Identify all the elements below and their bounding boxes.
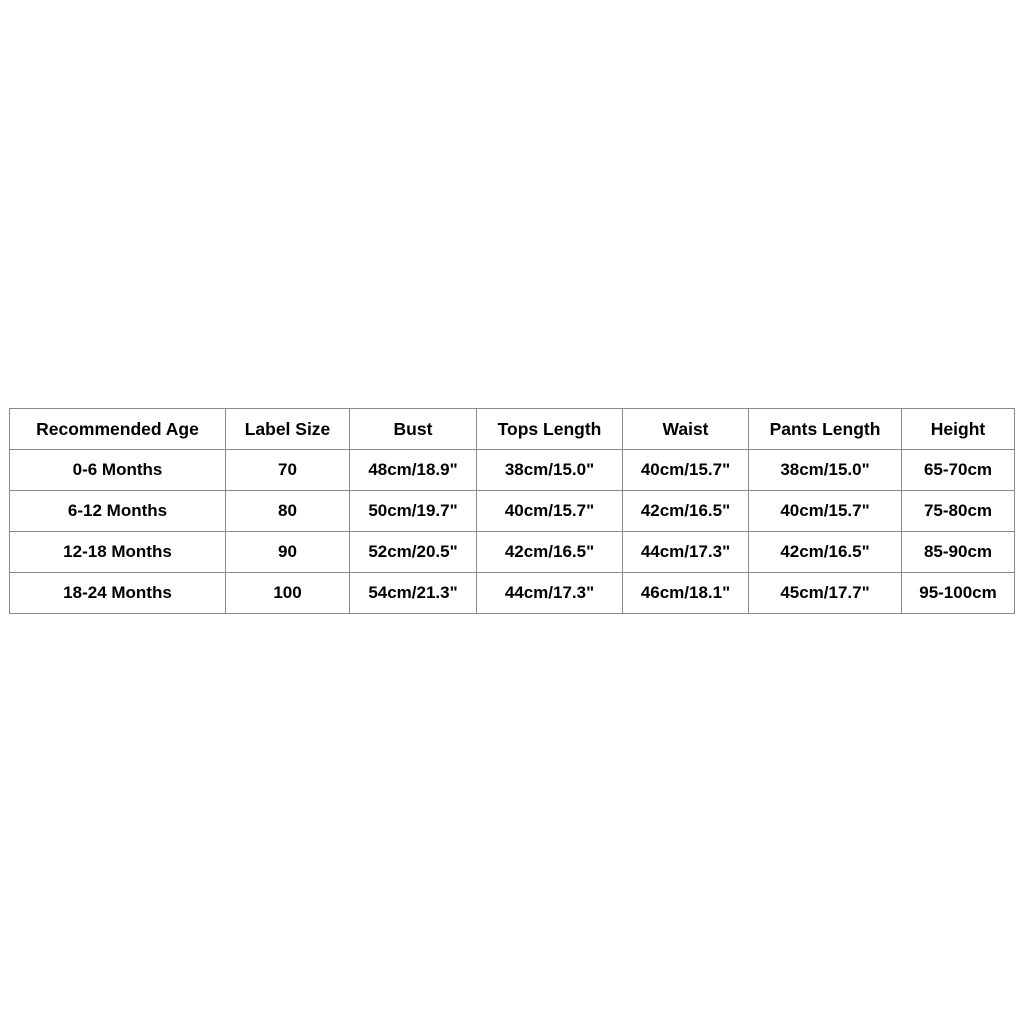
cell-tops-length: 40cm/15.7" xyxy=(477,491,623,532)
header-label-size: Label Size xyxy=(226,409,350,450)
header-pants-length: Pants Length xyxy=(749,409,902,450)
cell-tops-length: 38cm/15.0" xyxy=(477,450,623,491)
header-waist: Waist xyxy=(623,409,749,450)
cell-pants-length: 40cm/15.7" xyxy=(749,491,902,532)
cell-tops-length: 44cm/17.3" xyxy=(477,573,623,614)
cell-pants-length: 45cm/17.7" xyxy=(749,573,902,614)
cell-waist: 44cm/17.3" xyxy=(623,532,749,573)
cell-recommended-age: 12-18 Months xyxy=(10,532,226,573)
cell-label-size: 90 xyxy=(226,532,350,573)
table-row xyxy=(10,491,1015,532)
cell-recommended-age: 18-24 Months xyxy=(10,573,226,614)
table-row xyxy=(10,532,1015,573)
cell-bust: 52cm/20.5" xyxy=(350,532,477,573)
cell-bust: 48cm/18.9" xyxy=(350,450,477,491)
table-header-row xyxy=(10,409,1015,450)
cell-height: 85-90cm xyxy=(902,532,1015,573)
table-row xyxy=(10,450,1015,491)
cell-bust: 54cm/21.3" xyxy=(350,573,477,614)
header-recommended-age: Recommended Age xyxy=(10,409,226,450)
cell-height: 65-70cm xyxy=(902,450,1015,491)
cell-height: 75-80cm xyxy=(902,491,1015,532)
cell-pants-length: 38cm/15.0" xyxy=(749,450,902,491)
cell-recommended-age: 6-12 Months xyxy=(10,491,226,532)
cell-label-size: 100 xyxy=(226,573,350,614)
size-chart-table xyxy=(9,408,1015,614)
cell-waist: 46cm/18.1" xyxy=(623,573,749,614)
header-tops-length: Tops Length xyxy=(477,409,623,450)
cell-waist: 42cm/16.5" xyxy=(623,491,749,532)
cell-bust: 50cm/19.7" xyxy=(350,491,477,532)
cell-label-size: 70 xyxy=(226,450,350,491)
cell-waist: 40cm/15.7" xyxy=(623,450,749,491)
cell-height: 95-100cm xyxy=(902,573,1015,614)
cell-recommended-age: 0-6 Months xyxy=(10,450,226,491)
header-height: Height xyxy=(902,409,1015,450)
table-row xyxy=(10,573,1015,614)
cell-tops-length: 42cm/16.5" xyxy=(477,532,623,573)
cell-label-size: 80 xyxy=(226,491,350,532)
cell-pants-length: 42cm/16.5" xyxy=(749,532,902,573)
header-bust: Bust xyxy=(350,409,477,450)
